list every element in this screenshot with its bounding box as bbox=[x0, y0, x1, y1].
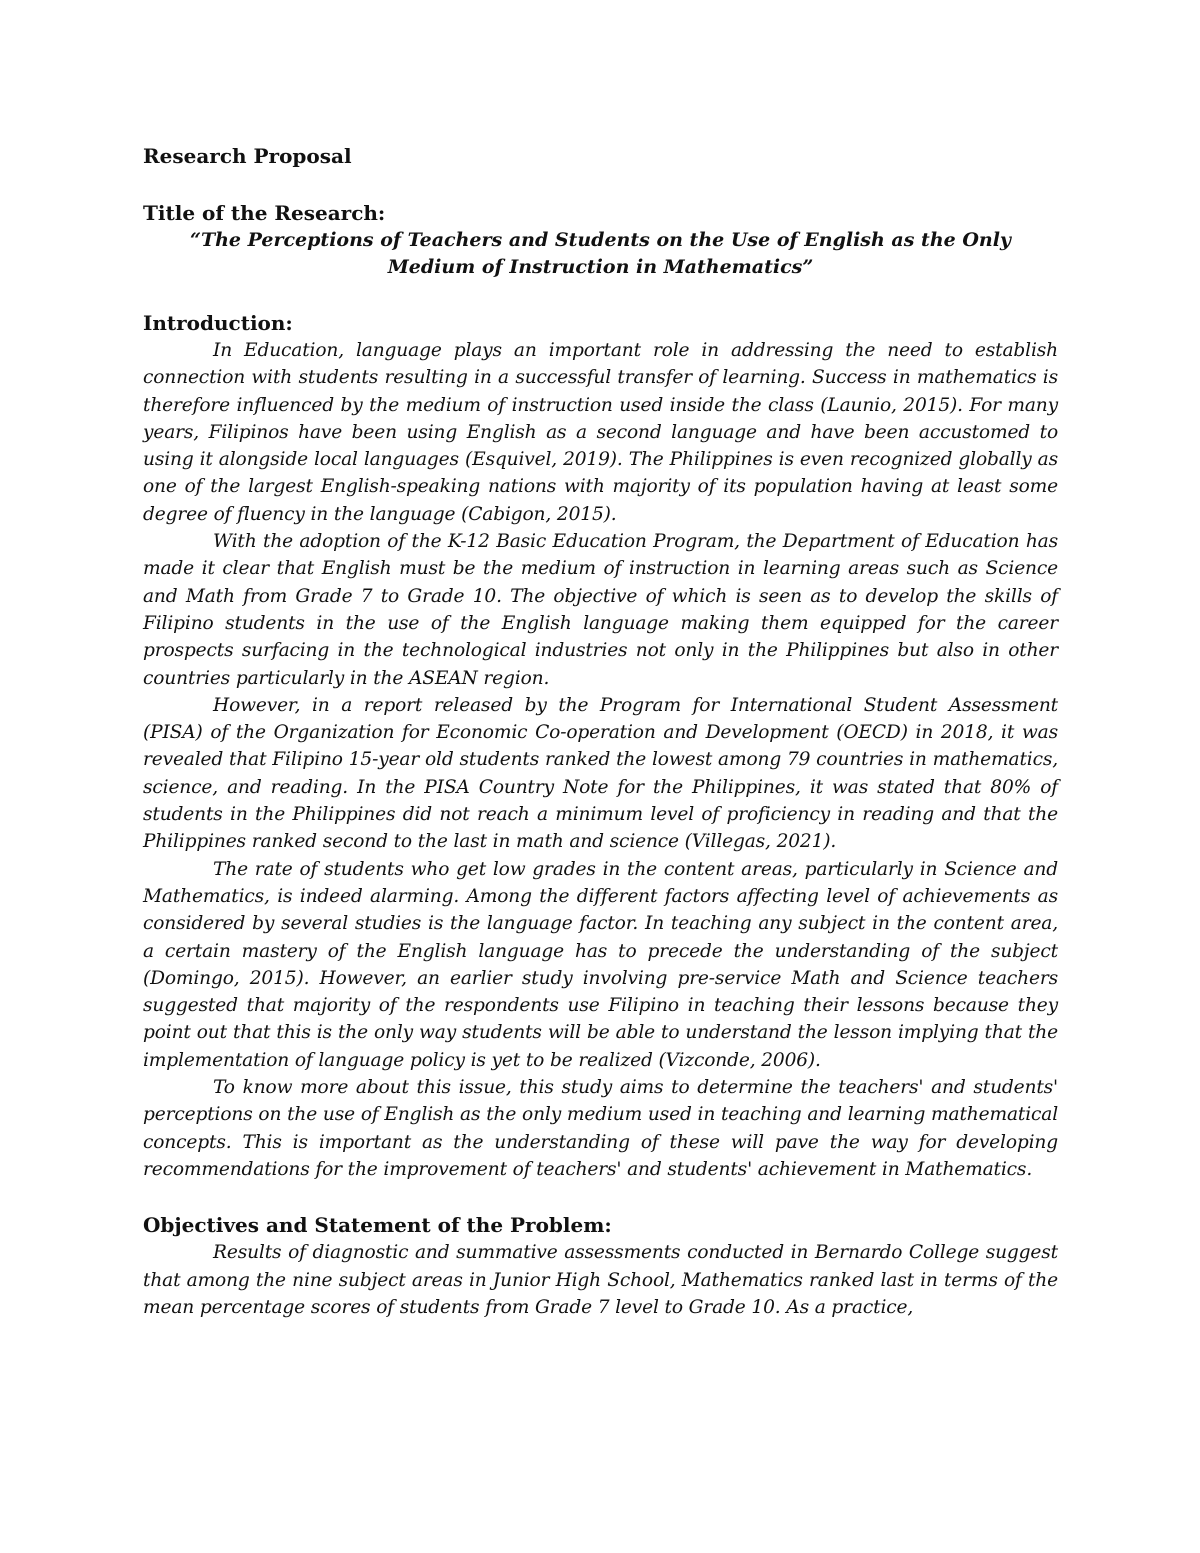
objectives-section bbox=[143, 1211, 1058, 1321]
document-content bbox=[143, 142, 1058, 1321]
research-title-line-2: Medium of Instruction in Mathematics” bbox=[387, 256, 814, 278]
introduction-paragraph-3: However, in a report released by the Program for International Student Assessment (PISA) of the Organization for Economic Co-operation and Development (OECD) in 2018, it was revealed that Filipino 15-year old students ranked the lowest among 79 countries in mathematics, science, and reading. In the PISA Country Note for the Philippines, it was stated that 80% of students in the Philippines did not reach a minimum level of proficiency in reading and that the Philippines ranked second to the last in math and science (Villegas, 2021). bbox=[143, 694, 1058, 853]
introduction-paragraph-2: With the adoption of the K-12 Basic Education Program, the Department of Education has made it clear that English must be the medium of instruction in learning areas such as Science and Math from Grade 7 to Grade 10. The objective of which is seen as to develop the skills of Filipino students in the use of the English language making them equipped for the career prospects surfacing in the technological industries not only in the Philippines but also in other countries particularly in the ASEAN region. bbox=[143, 531, 1058, 689]
objectives-heading: Objectives and Statement of the Problem: bbox=[143, 1213, 612, 1238]
document-title: Research Proposal bbox=[143, 144, 352, 168]
introduction-paragraph-1: In Education, language plays an important role in addressing the need to establish connection with students resulting in a successful transfer of learning. Success in mathematics is therefore influenced by the medium of instruction used inside the class (Launio, 2015). For many years, Filipinos have been using English as a second language and have been accustomed to using it alongside local languages (Esquivel, 2019). The Philippines is even recognized globally as one of the largest English-speaking nations with majority of its population having at least some degree of fluency in the language (Cabigon, 2015). bbox=[143, 340, 1058, 525]
research-title bbox=[143, 227, 1058, 281]
introduction-section bbox=[143, 309, 1058, 1183]
research-title-label: Title of the Research: bbox=[143, 201, 386, 225]
objectives-paragraph-1: Results of diagnostic and summative assessments conducted in Bernardo College suggest that among the nine subject areas in Junior High School, Mathematics ranked last in terms of the mean percentage scores of students from Grade 7 level to Grade 10. As a practice, bbox=[143, 1242, 1058, 1318]
introduction-paragraph-4: The rate of students who get low grades in the content areas, particularly in Science and Mathematics, is indeed alarming. Among the different factors affecting level of achievements as considered by several studies is the language factor. In teaching any subject in the content area, a certain mastery of the English language has to precede the understanding of the subject (Domingo, 2015). However, an earlier study involving pre-service Math and Science teachers suggested that majority of the respondents use Filipino in teaching their lessons because they point out that this is the only way students will be able to understand the lesson implying that the implementation of language policy is yet to be realized (Vizconde, 2006). bbox=[143, 858, 1058, 1071]
introduction-paragraph-5: To know more about this issue, this study aims to determine the teachers' and students' perceptions on the use of English as the only medium used in teaching and learning mathematical concepts. This is important as the understanding of these will pave the way for developing recommendations for the improvement of teachers' and students' achievement in Mathematics. bbox=[143, 1077, 1058, 1180]
research-title-line-1: “The Perceptions of Teachers and Students on the Use of English as the Only bbox=[190, 229, 1011, 251]
introduction-heading: Introduction: bbox=[143, 311, 293, 335]
